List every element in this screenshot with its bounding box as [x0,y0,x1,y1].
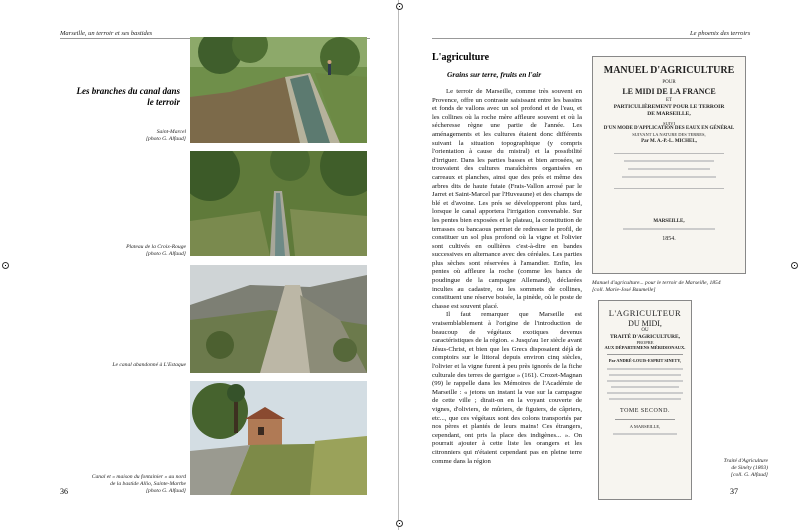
book-printer-line [623,228,715,230]
right-header-rule [432,38,742,39]
book-line: SUIVANT LA NATURE DES TERRES, [632,131,706,137]
book-line: DE MARSEILLE, [647,110,691,117]
caption-credit: [photo G. Alfaud] [145,251,186,257]
caption-line: Plateau de la Croix-Rouge [126,244,186,250]
book-line: TRAITÉ D'AGRICULTURE, [609,333,681,340]
caption-line: de Sinéty (1803) [731,465,768,471]
book-cover-agriculteur-du-midi [598,300,692,500]
registration-mark-top [396,3,403,10]
book-line: AUX DÉPARTEMENS MÉRIDIONAUX. [604,345,686,351]
caption-line: Canal et « maison du fontainier » au nord [91,474,186,480]
chapter-subtitle: Grains sur terre, fruits en l'air [447,70,542,79]
caption-credit: [photo G. Alfaud] [145,488,186,494]
book-title: MANUEL D'AGRICULTURE [603,65,735,76]
section-heading: Les branches du canal dans le terroir [76,86,180,107]
book-printer-line [613,433,677,435]
book-line: LE MIDI DE LA FRANCE [622,87,716,97]
book-small-print [614,153,724,189]
registration-mark-right [791,262,798,269]
book-line: DU MIDI, [628,318,662,328]
left-page [0,0,399,530]
book-year: 1854. [662,236,676,243]
book-rule [615,419,675,420]
caption-credit: [photo G. Alfaud] [145,136,186,142]
book-rule [607,354,683,355]
book-line: D'UN MODE D'APPLICATION DES EAUX EN GÉNÉRAL [603,125,735,131]
book-city: A MARSEILLE, [629,424,661,430]
caption-croix-rouge [76,244,186,258]
paragraph: Il faut remarquer que Marseille est vraisemblablement à l'origine de l'introduction de beaucoup de végétaux exotiques devenus caractéristiques de la région. « Jusqu'au 1er siècle avant Jésus-Christ, et bien que les Grecs disposaient déjà de comptoirs sur le littoral depuis environ cinq siècles, l'olivier et la vigne furent à peu près ignorés de la fiche culturale des terres de garrigue » (161). Crozet-Magnan (99) le rappelle dans les Mémoires de l'Académie de Marseille : « jetons un instant la vue sur la campagne de cette ville ; dirait-on en la voyant couverte de vignes, d'oliviers, de mûriers, de figuiers, de câpriers, etc..., que ces végétaux sont des colons transportés par nos pères et plantés de leurs mains! Ces étrangers, cependant, ont pris la place des indigènes... ». On pourrait ajouter à cette liste les orangers et les citronniers qui n'étaient cependant pas en pleine terre comme dans la région [432,311,582,465]
caption-maison-fontainier [76,474,186,495]
caption-line: Manuel d'agriculture... pour le terroir de Marseille, 1854 [592,280,721,286]
body-text [432,88,582,498]
caption-line: Saint-Marcel [156,129,186,135]
book-line: OU [641,327,649,333]
caption-credit: [coll. Marie-José Baumelle] [592,287,656,293]
book-line: ET [665,98,673,104]
photo-maison-fontainier [190,381,367,495]
caption-book1 [592,280,772,294]
caption-book2 [698,458,768,479]
book-title: L'AGRICULTEUR [608,308,682,318]
registration-mark-left [2,262,9,269]
caption-line: Traité d'Agriculture [723,458,768,464]
right-page-number: 37 [730,487,738,496]
book-author: Par ANDRÉ-LOUIS-ESPRIT SINETY, [608,358,682,364]
book-volume: TOME SECOND. [620,408,670,415]
caption-credit: [coll. G. Alfaud] [730,472,768,478]
book-city: MARSEILLE, [653,218,685,224]
caption-saint-marcel [76,129,186,143]
chapter-title: L'agriculture [432,52,490,63]
book-line: PROPRE [636,340,654,346]
photo-estaque-canal [190,265,367,373]
book-line: PARTICULIÈREMENT POUR LE TERROIR [613,104,725,111]
left-page-number: 36 [60,487,68,496]
left-running-header: Marseille, un terroir et ses bastides [60,30,153,37]
caption-line: Le canal abandonné à L'Estaque [112,362,186,368]
photo-saint-marcel-canal [190,37,367,143]
paragraph: Le terroir de Marseille, comme très souvent en Provence, offre un contraste saisissant entre les bassins et fonds de vallons avec un sol profond et de l'eau, et les collines où la roche mère affleure souvent et où la sécheresse règne une partie de l'année. Les aménagements et les cultures étaient donc différents suivant la situation topographique (y compris l'orientation à cause du mistral) et la possibilité d'irriguer. Dans les parties basses et bien arrosées, se trouvaient des cultures maraîchères organisées en carreaux et planches, ainsi que des prés et même des arbres dits de haute futaie (Frais-Vallon arrosé par le Jarret et Saint-Marcel par l'Huveaune) et des champs de blé et d'avoine. Les prés se développeront plus tard, lorsque le canal apportera l'irrigation convenable. Sur les pentes bien exposées et le plateau, la constitution de terrasses ou bancaous permet de redresser le profil, de constituer un sol plus profond où la vigne et l'olivier sont cultivés en oullières c'est-à-dire en bandes successives en alternance avec des céréales. Les parties plus sèches sont réservées à l'amandier. Enfin, les pentes où affleure la roche (comme les bancs de poudingue de la campagne Allemand), déclarées incultes au cadastre, ou les sommets de collines, constituent une réserve boisée, la pinède, où le poste de chasse est souvent placé. [432,88,582,310]
registration-mark-bottom [396,520,403,527]
book-author: Par M. A.-P.-L. MICHEL, [641,138,697,144]
right-running-header: Le phoenix des terroirs [690,30,751,37]
book-small-print [599,368,691,400]
caption-line: de la bastide Allio, Sainte-Marthe [110,481,186,487]
book-line: SUIVI [663,120,675,126]
photo-croix-rouge-canal [190,151,367,256]
book-line: POUR [662,79,676,85]
caption-estaque [76,362,186,369]
book-cover-manuel-agriculture [592,56,746,274]
